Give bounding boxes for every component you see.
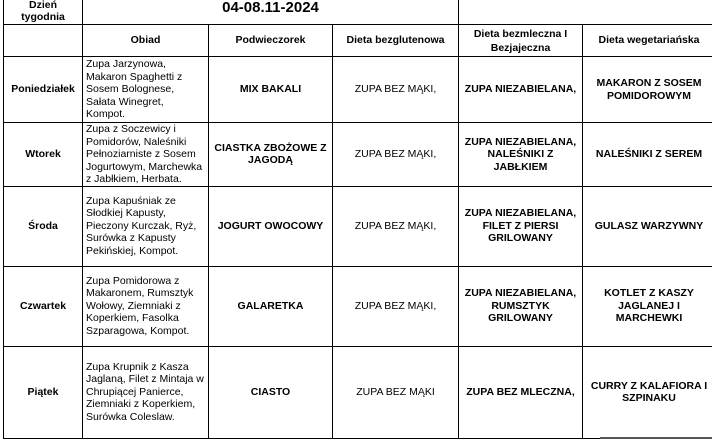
table-row: [4, 346, 712, 438]
bezmleczna-cell: ZUPA BEZ MLECZNA,: [459, 346, 583, 438]
bezmleczna-cell: ZUPA NIEZABIELANA, NALEŚNIKI Z JABŁKIEM: [459, 123, 583, 187]
bezmleczna-cell: ZUPA NIEZABIELANA, RUMSZTYK GRILOWANY: [459, 266, 583, 346]
table-row: [4, 123, 712, 187]
day-cell: Czwartek: [4, 266, 83, 346]
wegetarianska-cell: NALEŚNIKI Z SEREM: [583, 123, 712, 187]
day-cell: Wtorek: [4, 123, 83, 187]
wegetarianska-cell: CURRY Z KALAFIORA I SZPINAKU: [583, 346, 712, 438]
wegetarianska-cell: GULASZ WARZYWNY: [583, 186, 712, 266]
obiad-cell: Zupa z Soczewicy i Pomidorów, Naleśniki Pełnoziarniste z Sosem Jogurtowym, Marchewka z Jabłkiem, Herbata.: [83, 123, 209, 187]
column-header-podwieczorek: Podwieczorek: [209, 25, 333, 57]
date-range: 04-08.11-2024: [83, 0, 459, 25]
obiad-cell: Zupa Kapuśniak ze Słodkiej Kapusty, Pieczony Kurczak, Ryż, Surówka z Kapusty Pekińskiej, Kompot.: [83, 186, 209, 266]
column-header-bezglutenowa: Dieta bezglutenowa: [333, 25, 459, 57]
weekly-menu-table: [3, 0, 712, 439]
day-cell: Piątek: [4, 346, 83, 438]
wegetarianska-cell: KOTLET Z KASZY JAGLANEJ I MARCHEWKI: [583, 266, 712, 346]
obiad-cell: Zupa Jarzynowa, Makaron Spaghetti z Sosem Bolognese, Sałata Winegret, Kompot.: [83, 57, 209, 123]
title-empty-cell: [459, 0, 712, 25]
podwieczorek-cell: JOGURT OWOCOWY: [209, 186, 333, 266]
bezglutenowa-cell: ZUPA BEZ MĄKI,: [333, 186, 459, 266]
table-row: [4, 186, 712, 266]
podwieczorek-cell: CIASTKA ZBOŻOWE Z JAGODĄ: [209, 123, 333, 187]
day-cell: Poniedziałek: [4, 57, 83, 123]
podwieczorek-cell: GALARETKA: [209, 266, 333, 346]
column-header-row: [4, 25, 712, 57]
title-row: [4, 0, 712, 25]
wegetarianska-cell: MAKARON Z SOSEM POMIDOROWYM: [583, 57, 712, 123]
bezglutenowa-cell: ZUPA BEZ MĄKI: [333, 346, 459, 438]
column-header-bezmleczna: Dieta bezmleczna I Bezjajeczna: [459, 25, 583, 57]
bezmleczna-cell: ZUPA NIEZABIELANA,: [459, 57, 583, 123]
table-row: [4, 57, 712, 123]
column-header-wegetarianska: Dieta wegetariańska: [583, 25, 712, 57]
bezmleczna-cell: ZUPA NIEZABIELANA, FILET Z PIERSI GRILOWANY: [459, 186, 583, 266]
obiad-cell: Zupa Pomidorowa z Makaronem, Rumsztyk Wołowy, Ziemniaki z Koperkiem, Fasolka Szparagowa, Kompot.: [83, 266, 209, 346]
podwieczorek-cell: MIX BAKALI: [209, 57, 333, 123]
obiad-cell: Zupa Krupnik z Kasza Jaglaną, Filet z Mintaja w Chrupiącej Panierce, Ziemniaki z Koperkiem, Surówka Coleslaw.: [83, 346, 209, 438]
column-header-obiad: Obiad: [83, 25, 209, 57]
day-of-week-label: Dzień tygodnia: [4, 0, 83, 25]
bezglutenowa-cell: ZUPA BEZ MĄKI,: [333, 123, 459, 187]
podwieczorek-cell: CIASTO: [209, 346, 333, 438]
bezglutenowa-cell: ZUPA BEZ MĄKI,: [333, 266, 459, 346]
bezglutenowa-cell: ZUPA BEZ MĄKI,: [333, 57, 459, 123]
header-empty-cell: [4, 25, 83, 57]
table-row: [4, 266, 712, 346]
bottom-divider: [600, 437, 712, 439]
day-cell: Środa: [4, 186, 83, 266]
